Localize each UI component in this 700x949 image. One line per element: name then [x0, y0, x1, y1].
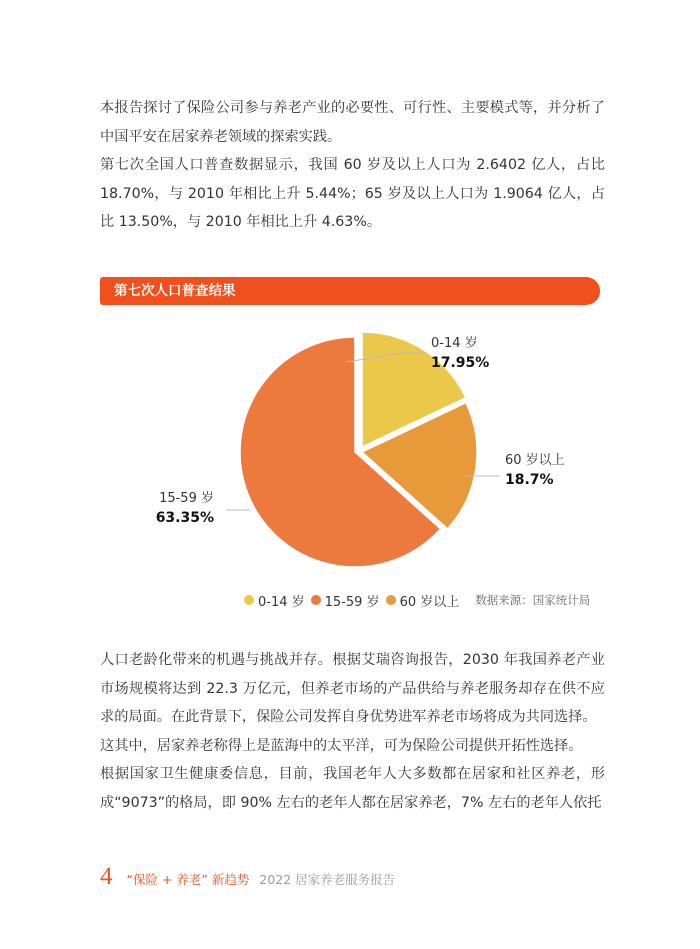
pie-label-60-plus: 60 岁以上: [505, 453, 565, 468]
legend-swatch-0-14: [244, 595, 254, 605]
legend-item-60-plus: [386, 591, 460, 610]
section-title: 第七次人口普查结果: [114, 283, 236, 299]
opportunity-paragraph: 人口老龄化带来的机遇与挑战并存。根据艾瑞咨询报告，2030 年我国养老产业市场规模将达到 22.3 万亿元，但养老市场的产品供给与养老服务却存在供不应求的局面。在此背景下，保险公司发挥自身优势进军养老市场将成为共同选择。: [100, 652, 605, 725]
page-footer: [100, 863, 395, 893]
legend-label-0-14: 0-14 岁: [258, 594, 305, 610]
pie-label-0-14: 0-14 岁: [431, 336, 478, 351]
home-care-paragraph: 这其中，居家养老称得上是蓝海中的太平洋，可为保险公司提供开拓性选择。: [100, 738, 583, 754]
footer-brand: “保险 + 养老” 新趋势: [126, 872, 250, 887]
pie-value-60-plus: 18.7%: [505, 472, 554, 488]
page-number: 4: [100, 863, 113, 890]
health-commission-paragraph: 根据国家卫生健康委信息，目前，我国老年人大多数都在居家和社区养老，形成“9073”的格局，即 90% 左右的老年人都在居家养老，7% 左右的老年人依托: [100, 766, 605, 811]
legend-label-15-59: 15-59 岁: [324, 594, 380, 610]
legend-item-0-14: [244, 591, 305, 610]
legend-swatch-60-plus: [386, 595, 396, 605]
legend-swatch-15-59: [311, 595, 321, 605]
legend-item-15-59: [311, 591, 380, 610]
section-banner: [100, 277, 600, 305]
census-paragraph: 第七次全国人口普查数据显示，我国 60 岁及以上人口为 2.6402 亿人，占比 18.70%，与 2010 年相比上升 5.44%；65 岁及以上人口为 1.9064 亿人，占比 13.50%，与 2010 年相比上升 4.63%。: [100, 157, 605, 230]
legend-label-60-plus: 60 岁以上: [399, 594, 460, 610]
pie-chart: [100, 305, 600, 589]
pie-value-15-59: 63.35%: [155, 510, 214, 526]
footer-report-title: 2022 居家养老服务报告: [259, 872, 396, 887]
chart-legend: [244, 589, 590, 611]
data-source: 数据来源：国家统计局: [475, 593, 591, 607]
pie-label-15-59: 15-59 岁: [159, 491, 214, 506]
intro-paragraph: 本报告探讨了保险公司参与养老产业的必要性、可行性、主要模式等，并分析了中国平安在居家养老领域的探索实践。: [100, 100, 605, 145]
pie-value-0-14: 17.95%: [431, 355, 490, 371]
